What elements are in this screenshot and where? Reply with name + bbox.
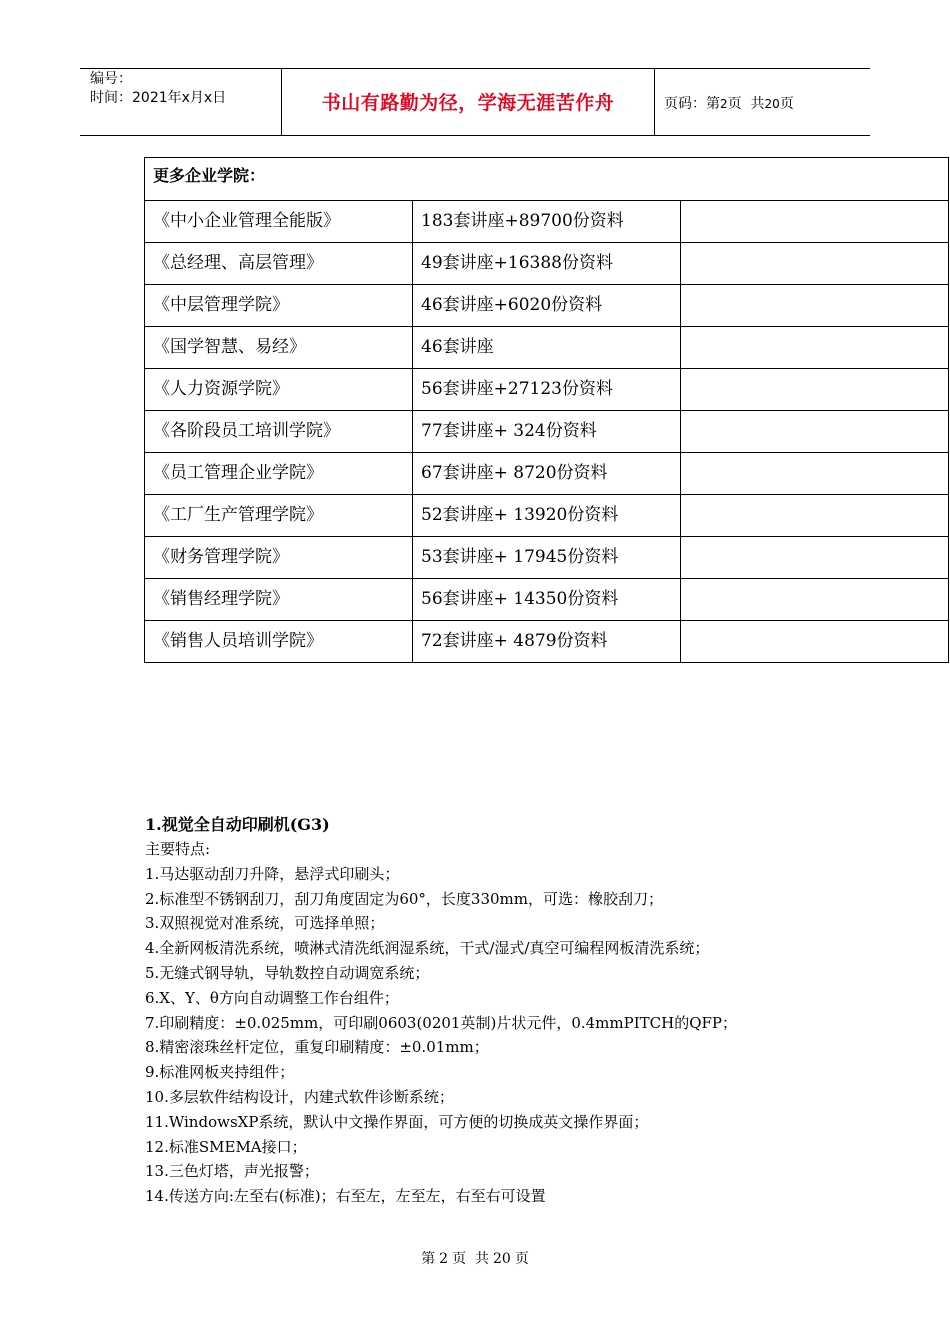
feature-item: 9.标准网板夹持组件； bbox=[145, 1063, 295, 1082]
document-code-label: 编号： bbox=[90, 71, 132, 87]
course-empty-cell bbox=[681, 411, 949, 453]
table-row bbox=[145, 579, 949, 621]
feature-item: 7.印刷精度：±0.025mm，可印刷0603(0201英制)片状元件，0.4mmPITCH的QFP； bbox=[145, 1013, 738, 1032]
table-row bbox=[145, 621, 949, 663]
header-divider-left bbox=[281, 68, 282, 135]
feature-item: 10.多层软件结构设计，内建式软件诊断系统； bbox=[145, 1087, 454, 1106]
course-empty-cell bbox=[681, 537, 949, 579]
course-name: 《中小企业管理全能版》 bbox=[145, 201, 413, 243]
footer-prefix: 第 bbox=[421, 1251, 436, 1267]
course-empty-cell bbox=[681, 453, 949, 495]
course-content: 67套讲座+ 8720份资料 bbox=[413, 453, 681, 495]
course-name: 《销售经理学院》 bbox=[145, 579, 413, 621]
course-content: 56套讲座+ 14350份资料 bbox=[413, 579, 681, 621]
feature-item: 5.无缝式钢导轨，导轨数控自动调宽系统； bbox=[145, 963, 430, 982]
course-name: 《工厂生产管理学院》 bbox=[145, 495, 413, 537]
feature-item: 11.WindowsXP系统，默认中文操作界面，可方便的切换成英文操作界面； bbox=[145, 1112, 649, 1131]
course-content: 46套讲座+6020份资料 bbox=[413, 285, 681, 327]
header-page-number bbox=[664, 93, 794, 113]
product-section bbox=[145, 813, 935, 1209]
feature-item: 4.全新网板清洗系统，喷淋式清洗纸润湿系统，干式/湿式/真空可编程网板清洗系统； bbox=[145, 939, 710, 958]
page-total: 20 bbox=[764, 97, 780, 111]
document-date: 时间：2021年x月x日 bbox=[90, 90, 227, 106]
course-name: 《员工管理企业学院》 bbox=[145, 453, 413, 495]
table-row bbox=[145, 453, 949, 495]
header-meta bbox=[90, 70, 226, 108]
course-empty-cell bbox=[681, 369, 949, 411]
table-row bbox=[145, 243, 949, 285]
course-name: 《财务管理学院》 bbox=[145, 537, 413, 579]
table-row bbox=[145, 201, 949, 243]
course-content: 52套讲座+ 13920份资料 bbox=[413, 495, 681, 537]
feature-item: 8.精密滚珠丝杆定位，重复印刷精度：±0.01mm； bbox=[145, 1038, 489, 1057]
header-top-rule bbox=[80, 68, 870, 69]
course-empty-cell bbox=[681, 495, 949, 537]
footer-total: 20 bbox=[493, 1251, 511, 1267]
course-empty-cell bbox=[681, 243, 949, 285]
course-content: 53套讲座+ 17945份资料 bbox=[413, 537, 681, 579]
course-content: 46套讲座 bbox=[413, 327, 681, 369]
page-footer bbox=[0, 1248, 950, 1268]
table-row bbox=[145, 369, 949, 411]
course-name: 《总经理、高层管理》 bbox=[145, 243, 413, 285]
course-table-title-row bbox=[145, 158, 949, 201]
header-bottom-rule bbox=[80, 135, 870, 136]
feature-item: 1.马达驱动刮刀升降，悬浮式印刷头； bbox=[145, 864, 400, 883]
table-row bbox=[145, 327, 949, 369]
course-empty-cell bbox=[681, 621, 949, 663]
course-content: 77套讲座+ 324份资料 bbox=[413, 411, 681, 453]
course-name: 《中层管理学院》 bbox=[145, 285, 413, 327]
course-content: 56套讲座+27123份资料 bbox=[413, 369, 681, 411]
page-mid: 页 共 bbox=[727, 96, 765, 112]
feature-item: 6.X、Y、θ方向自动调整工作台组件； bbox=[145, 988, 399, 1007]
footer-mid: 页 共 bbox=[452, 1251, 489, 1267]
feature-item: 12.标准SMEMA接口； bbox=[145, 1137, 307, 1156]
section-subtitle: 主要特点: bbox=[145, 840, 211, 858]
course-table bbox=[144, 157, 949, 663]
feature-item: 3.双照视觉对准系统，可选择单照； bbox=[145, 914, 385, 933]
header-divider-right bbox=[654, 68, 655, 135]
course-name: 《各阶段员工培训学院》 bbox=[145, 411, 413, 453]
table-row bbox=[145, 495, 949, 537]
course-name: 《人力资源学院》 bbox=[145, 369, 413, 411]
feature-item: 13.三色灯塔，声光报警； bbox=[145, 1162, 319, 1181]
footer-suffix: 页 bbox=[514, 1251, 529, 1267]
table-row bbox=[145, 537, 949, 579]
course-table-title: 更多企业学院： bbox=[145, 158, 949, 201]
course-empty-cell bbox=[681, 201, 949, 243]
course-name: 《销售人员培训学院》 bbox=[145, 621, 413, 663]
course-content: 49套讲座+16388份资料 bbox=[413, 243, 681, 285]
section-title: 1.视觉全自动印刷机(G3) bbox=[145, 815, 330, 834]
footer-page: 2 bbox=[439, 1251, 449, 1267]
page-current: 2 bbox=[720, 97, 728, 111]
course-name: 《国学智慧、易经》 bbox=[145, 327, 413, 369]
course-empty-cell bbox=[681, 327, 949, 369]
feature-item: 2.标准型不锈钢刮刀，刮刀角度固定为60°，长度330mm，可选：橡胶刮刀； bbox=[145, 889, 663, 908]
page-prefix: 页码：第 bbox=[664, 96, 720, 112]
course-empty-cell bbox=[681, 579, 949, 621]
header-motto: 书山有路勤为径，学海无涯苦作舟 bbox=[321, 92, 615, 114]
feature-item: 14.传送方向:左至右(标准)；右至左，左至左，右至右可设置 bbox=[145, 1187, 546, 1206]
page-suffix: 页 bbox=[779, 96, 794, 112]
course-content: 183套讲座+89700份资料 bbox=[413, 201, 681, 243]
course-empty-cell bbox=[681, 285, 949, 327]
table-row bbox=[145, 285, 949, 327]
table-row bbox=[145, 411, 949, 453]
course-content: 72套讲座+ 4879份资料 bbox=[413, 621, 681, 663]
